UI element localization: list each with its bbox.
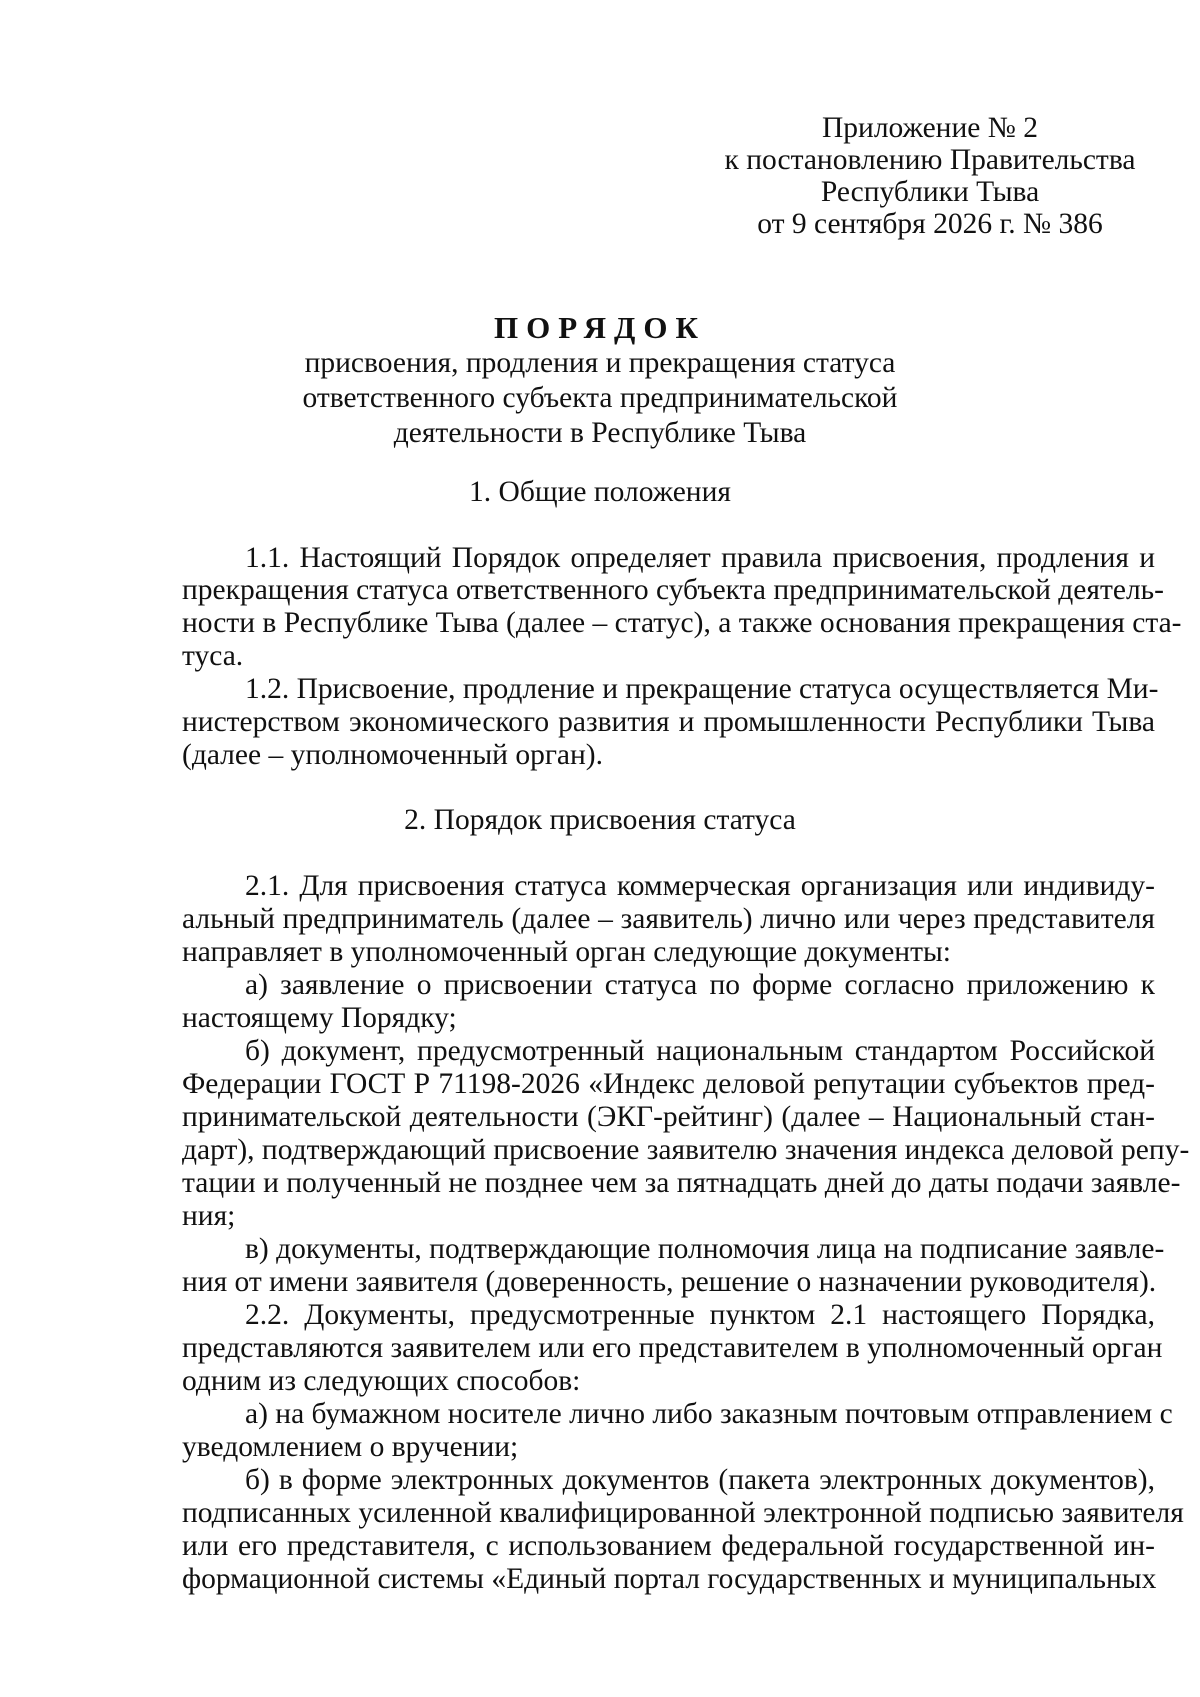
- paragraph-line: а) заявление о присвоении статуса по форме согласно приложению к: [245, 969, 1155, 1001]
- paragraph-line: 1.2. Присвоение, продление и прекращение статуса осуществляется Ми-: [245, 673, 1159, 705]
- subtitle-line: присвоения, продления и прекращения статуса: [304, 347, 896, 379]
- paragraph-line: ния;: [182, 1200, 236, 1232]
- section-2-heading: 2. Порядок присвоения статуса: [404, 804, 796, 836]
- subtitle-line: ответственного субъекта предпринимательской: [302, 382, 898, 414]
- paragraph-line: одним из следующих способов:: [182, 1365, 581, 1397]
- appendix-date: от 9 сентября 2026 г. № 386: [757, 208, 1103, 240]
- paragraph-line: ности в Республике Тыва (далее – статус), а также основания прекращения ста-: [182, 607, 1182, 639]
- paragraph-line: или его представителя, с использованием федеральной государственной ин-: [182, 1530, 1155, 1562]
- appendix-number: Приложение № 2: [822, 112, 1038, 144]
- paragraph-line: ния от имени заявителя (доверенность, решение о назначении руководителя).: [182, 1266, 1157, 1298]
- paragraph-line: 1.1. Настоящий Порядок определяет правила присвоения, продления и: [245, 542, 1155, 574]
- document-subtitle: [0, 346, 1200, 451]
- paragraph-line: направляет в уполномоченный орган следующие документы:: [182, 936, 951, 968]
- paragraph-line: уведомлением о вручении;: [182, 1431, 519, 1463]
- paragraph-line: прекращения статуса ответственного субъекта предпринимательской деятель-: [182, 574, 1164, 606]
- paragraph-line: 2.1. Для присвоения статуса коммерческая организация или индивиду-: [245, 870, 1155, 902]
- section-1-heading: 1. Общие положения: [469, 476, 731, 508]
- paragraph-line: принимательской деятельности (ЭКГ-рейтинг) (далее – Национальный стан-: [182, 1101, 1155, 1133]
- paragraph-line: туса.: [182, 640, 244, 672]
- paragraph-line: б) в форме электронных документов (пакета электронных документов),: [245, 1464, 1155, 1496]
- appendix-resolution: к постановлению Правительства: [724, 144, 1136, 176]
- appendix-republic: Республики Тыва: [820, 176, 1040, 208]
- paragraph-line: (далее – уполномоченный орган).: [182, 739, 604, 771]
- paragraph-line: представляются заявителем или его представителем в уполномоченный орган: [182, 1332, 1163, 1364]
- paragraph-line: альный предприниматель (далее – заявитель) лично или через представителя: [182, 903, 1155, 935]
- document-title: ПОРЯДОК: [494, 310, 706, 345]
- paragraph-line: б) документ, предусмотренный национальным стандартом Российской: [245, 1035, 1155, 1067]
- paragraph-line: настоящему Порядку;: [182, 1002, 457, 1034]
- subtitle-line: деятельности в Республике Тыва: [393, 417, 807, 449]
- paragraph-line: тации и полученный не позднее чем за пятнадцать дней до даты подачи заявле-: [182, 1167, 1181, 1199]
- paragraph-line: Федерации ГОСТ Р 71198-2026 «Индекс деловой репутации субъектов пред-: [182, 1068, 1155, 1100]
- paragraph-line: в) документы, подтверждающие полномочия лица на подписание заявле-: [245, 1233, 1165, 1265]
- paragraph-line: а) на бумажном носителе лично либо заказным почтовым отправлением с: [245, 1398, 1173, 1430]
- paragraph-line: формационной системы «Единый портал государственных и муниципальных: [182, 1563, 1157, 1595]
- paragraph-line: подписанных усиленной квалифицированной электронной подписью заявителя: [182, 1497, 1184, 1529]
- paragraph-line: дарт), подтверждающий присвоение заявителю значения индекса деловой репу-: [182, 1134, 1190, 1166]
- paragraph-line: нистерством экономического развития и промышленности Республики Тыва: [182, 706, 1155, 738]
- paragraph-line: 2.2. Документы, предусмотренные пунктом 2.1 настоящего Порядка,: [245, 1299, 1155, 1331]
- appendix-block: [680, 112, 1180, 240]
